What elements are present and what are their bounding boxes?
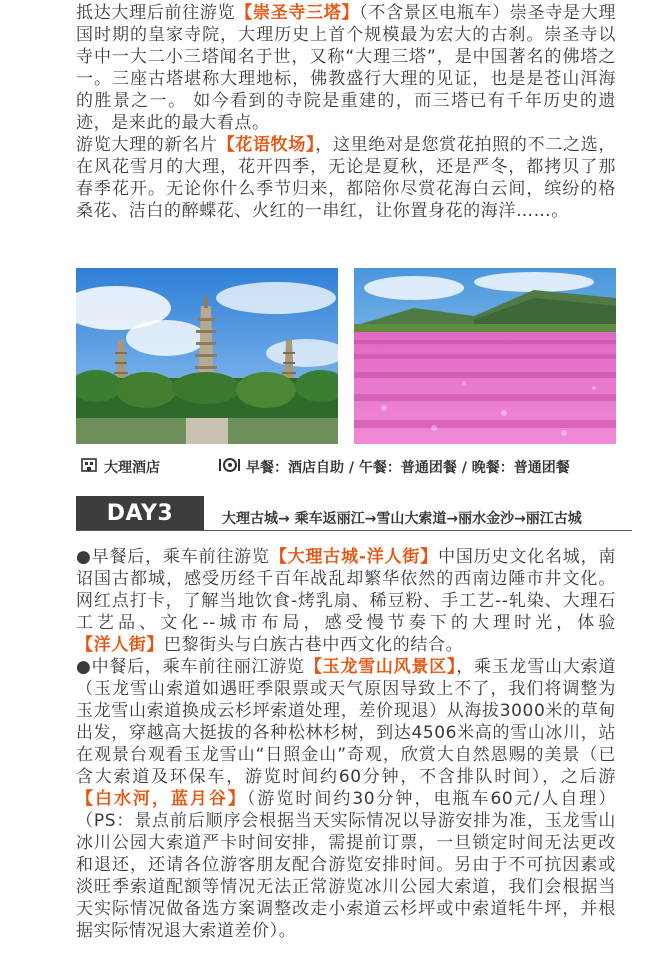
meal-icon bbox=[218, 456, 240, 478]
old-town-description: ●早餐后，乘车前往游览【大理古城-洋人街】中国历史文化名城，南诏国古都城，感受历经千百年战乱却繁华依然的西南边陲市井文化。网红点打卡，了解当地饮食-烤乳扇、稀豆粉、手工艺--轧染、大理石工艺品、文化--城市布局，感受慢节奏下的大理时光，体验【洋人街】巴黎街头与白族古巷中西文化的结合。 bbox=[76, 547, 617, 655]
accommodation-meal-row bbox=[80, 456, 640, 482]
flower-field-photo bbox=[354, 268, 616, 444]
flower-ranch-description: 游览大理的新名片【花语牧场】，这里绝对是您赏花拍照的不二之选，在风花雪月的大理，花开四季，无论是夏秋，还是严冬，都拷贝了那春季花开。无论你什么季节归来，都陪你尽赏花海白云间，缤纷的格桑花、洁白的醉蝶花、火红的一串红，让你置身花的海洋……。 bbox=[76, 135, 616, 221]
meal-info bbox=[218, 456, 570, 478]
day-divider bbox=[76, 530, 632, 531]
temple-description: 抵达大理后前往游览【崇圣寺三塔】（不含景区电瓶车）崇圣寺是大理国时期的皇家寺院，大理历史上首个规模最为宏大的古刹。崇圣寺以寺中一大二小三塔闻名于世，又称“大理三塔”，是中国著名的佛塔之一。三座古塔堪称大理地标，佛教盛行大理的见证，也是是苍山洱海的胜景之一。 如今看到的寺院是重建的，而三塔已有千年历史的遗迹，是来此的最大看点。 bbox=[76, 3, 617, 133]
highlight-jade-dragon-snow-mountain: 【玉龙雪山风景区】 bbox=[304, 657, 457, 677]
three-pagodas-photo bbox=[76, 268, 338, 444]
meal-text: 早餐：酒店自助 / 午餐：普通团餐 / 晚餐：普通团餐 bbox=[246, 460, 570, 476]
highlight-flower-ranch: 【花语牧场】 bbox=[217, 135, 316, 155]
hotel-name: 大理酒店 bbox=[104, 460, 160, 476]
snow-mountain-description: ●中餐后，乘车前往丽江游览【玉龙雪山风景区】，乘玉龙雪山大索道（玉龙雪山索道如遇旺季限票或天气原因导致上不了，我们将调整为玉龙雪山索道换成云杉坪索道处理，差价现退）从海拔3000米的草甸出发，穿越高大挺拔的各种松林杉树，到达4506米高的雪山冰川，站在观景台观看玉龙雪山“日照金山”奇观，欣赏大自然恩赐的美景（已含大索道及环保车，游览时间约60分钟，不含排队时间），之后游【白水河，蓝月谷】（游览时间约30分钟，电瓶车60元/人自理）（PS：景点前后顺序会根据当天实际情况以导游安排为准，玉龙雪山冰川公园大索道严卡时间安排，需提前订票，一旦锁定时间无法更改和退还，还请各位游客朋友配合游览安排时间。另由于不可抗因素或淡旺季索道配额等情况无法正常游览冰川公园大索道，我们会根据当天实际情况做备选方案调整改走小索道云杉坪或中索道牦牛坪，并根据实际情况退大索道差价）。 bbox=[76, 657, 616, 941]
highlight-chongsheng-temple: 【崇圣寺三塔】 bbox=[235, 3, 360, 23]
highlight-foreigner-street: 【洋人街】 bbox=[76, 635, 164, 655]
highlight-dali-old-town: 【大理古城-洋人街】 bbox=[269, 547, 439, 567]
hotel-info bbox=[80, 456, 160, 478]
day-route: 大理古城→ 乘车返丽江→雪山大索道→丽水金沙→丽江古城 bbox=[222, 511, 582, 527]
highlight-white-water-river: 【白水河，蓝月谷】 bbox=[76, 789, 247, 809]
day-badge: DAY3 bbox=[76, 496, 204, 530]
hotel-icon bbox=[80, 456, 98, 478]
